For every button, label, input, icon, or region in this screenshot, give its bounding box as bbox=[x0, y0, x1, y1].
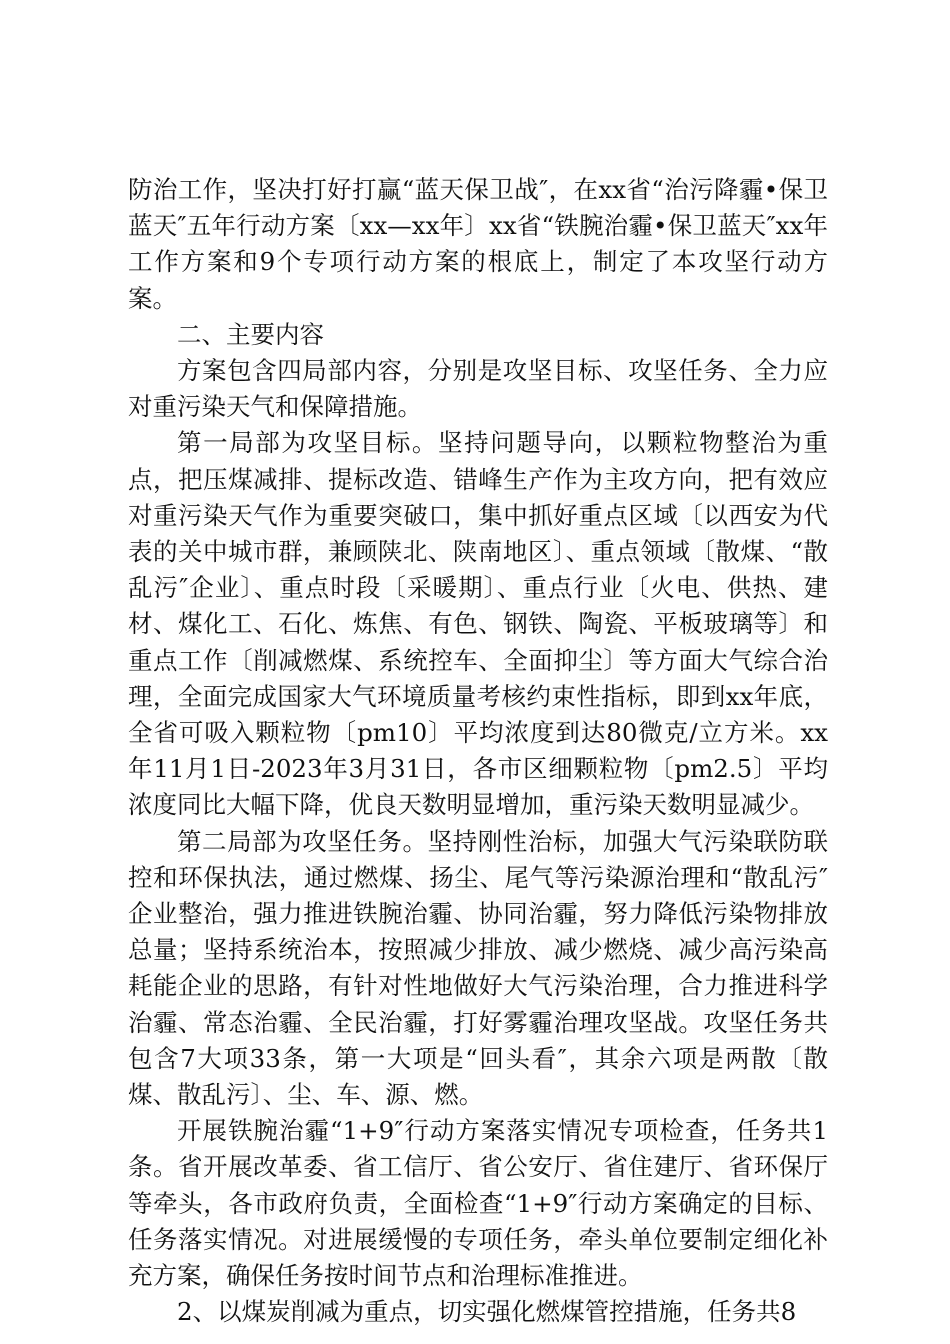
paragraph-part-two-tasks: 第二局部为攻坚任务。坚持刚性治标，加强大气污染联防联控和环保执法，通过燃煤、扬尘、尾气等污染源治理和“散乱污″企业整治，强力推进铁腕治霾、协同治霾，努力降低污染物排放总量；坚持系统治本，按照减少排放、减少燃烧、减少高污染高耗能企业的思路，有针对性地做好大气污染治理，合力推进科学治霾、常态治霾、全民治霾，打好雾霾治理攻坚战。攻坚任务共包含7大项33条，第一大项是“回头看″，其余六项是两散〔散煤、散乱污〕、尘、车、源、燃。 bbox=[128, 826, 828, 1110]
paragraph-task-one-inspection: 开展铁腕治霾“1+9″行动方案落实情况专项检查，任务共1条。省开展改革委、省工信厅、省公安厅、省住建厅、省环保厅等牵头，各市政府负责，全面检查“1+9″行动方案确定的目标、任务落实情况。对进展缓慢的专项任务，牵头单位要制定细化补充方案，确保任务按时间节点和治理标准推进。 bbox=[128, 1116, 828, 1291]
section-heading-main-content: 二、主要内容 bbox=[177, 319, 324, 349]
paragraph-plan-overview: 方案包含四局部内容，分别是攻坚目标、攻坚任务、全力应对重污染天气和保障措施。 bbox=[128, 356, 828, 422]
paragraph-intro-continuation: 防治工作，坚决打好打赢“蓝天保卫战″，在xx省“治污降霾•保卫蓝天″五年行动方案〔xx—xx年〕xx省“铁腕治霾•保卫蓝天″xx年工作方案和9个专项行动方案的根底上，制定了本攻坚行动方案。 bbox=[128, 175, 828, 313]
document-page bbox=[128, 172, 828, 1331]
paragraph-part-one-goals: 第一局部为攻坚目标。坚持问题导向，以颗粒物整治为重点，把压煤减排、提标改造、错峰生产作为主攻方向，把有效应对重污染天气作为重要突破口，集中抓好重点区域〔以西安为代表的关中城市群，兼顾陕北、陕南地区〕、重点领域〔散煤、“散乱污″企业〕、重点时段〔采暖期〕、重点行业〔火电、供热、建材、煤化工、石化、炼焦、有色、钢铁、陶瓷、平板玻璃等〕和重点工作〔削减燃煤、系统控车、全面抑尘〕等方面大气综合治理，全面完成国家大气环境质量考核约束性指标，即到xx年底，全省可吸入颗粒物〔pm10〕平均浓度到达80微克/立方米。xx年11月1日-2023年3月31日，各市区细颗粒物〔pm2.5〕平均浓度同比大幅下降，优良天数明显增加，重污染天数明显减少。 bbox=[128, 428, 828, 820]
paragraph-task-two-coal: 2、以煤炭削减为重点，切实强化燃煤管控措施，任务共8 bbox=[177, 1297, 797, 1327]
